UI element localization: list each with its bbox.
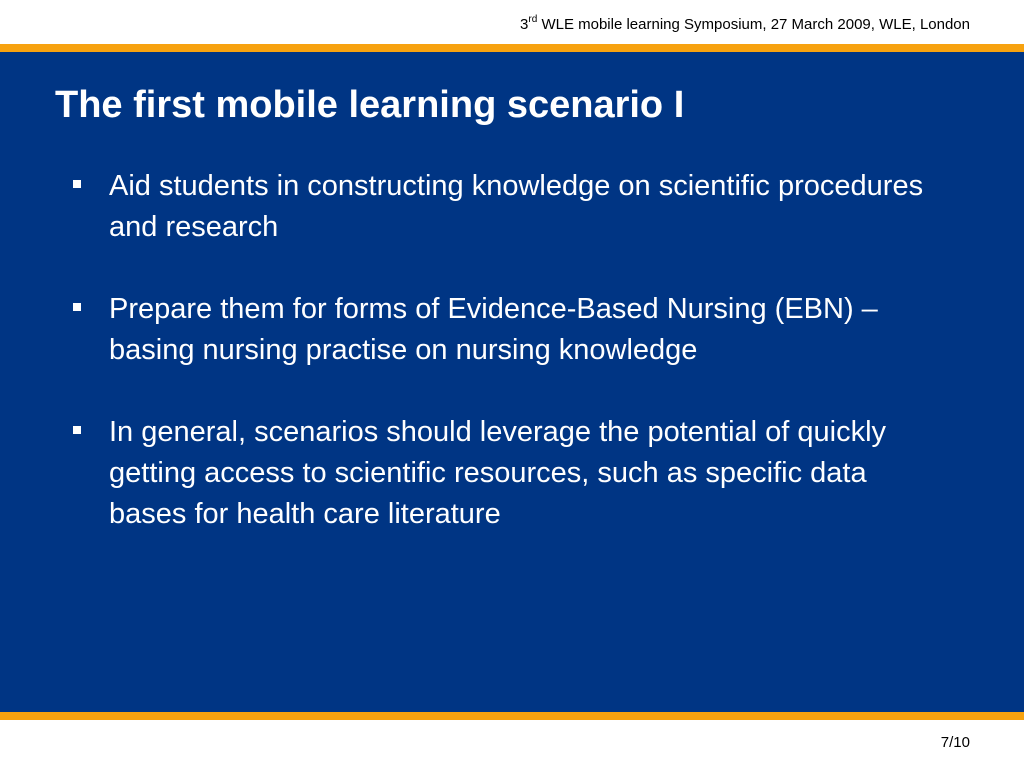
slide-header <box>0 0 1024 44</box>
top-accent-bar <box>0 44 1024 52</box>
event-details: WLE mobile learning Symposium, 27 March 2009, WLE, London <box>537 16 970 33</box>
bullet-text: Prepare them for forms of Evidence-Based Nursing (EBN) – basing nursing practise on nursing knowledge <box>109 293 878 366</box>
bullet-item <box>72 289 952 371</box>
bullet-text: In general, scenarios should leverage the potential of quickly getting access to scientific resources, such as specific data bases for health care literature <box>109 416 887 530</box>
slide-title: The first mobile learning scenario I <box>55 84 685 126</box>
bullet-text: Aid students in constructing knowledge on scientific procedures and research <box>109 170 924 243</box>
event-ordinal-suffix: rd <box>528 14 538 25</box>
event-caption <box>520 15 970 33</box>
event-ordinal: 3 <box>520 16 529 33</box>
page-number: 7/10 <box>940 734 970 751</box>
bullet-list <box>72 166 952 576</box>
square-bullet-icon <box>73 303 81 311</box>
square-bullet-icon <box>73 180 81 188</box>
square-bullet-icon <box>73 426 81 434</box>
bullet-item <box>72 412 952 535</box>
bullet-item <box>72 166 952 248</box>
bottom-accent-bar <box>0 712 1024 720</box>
